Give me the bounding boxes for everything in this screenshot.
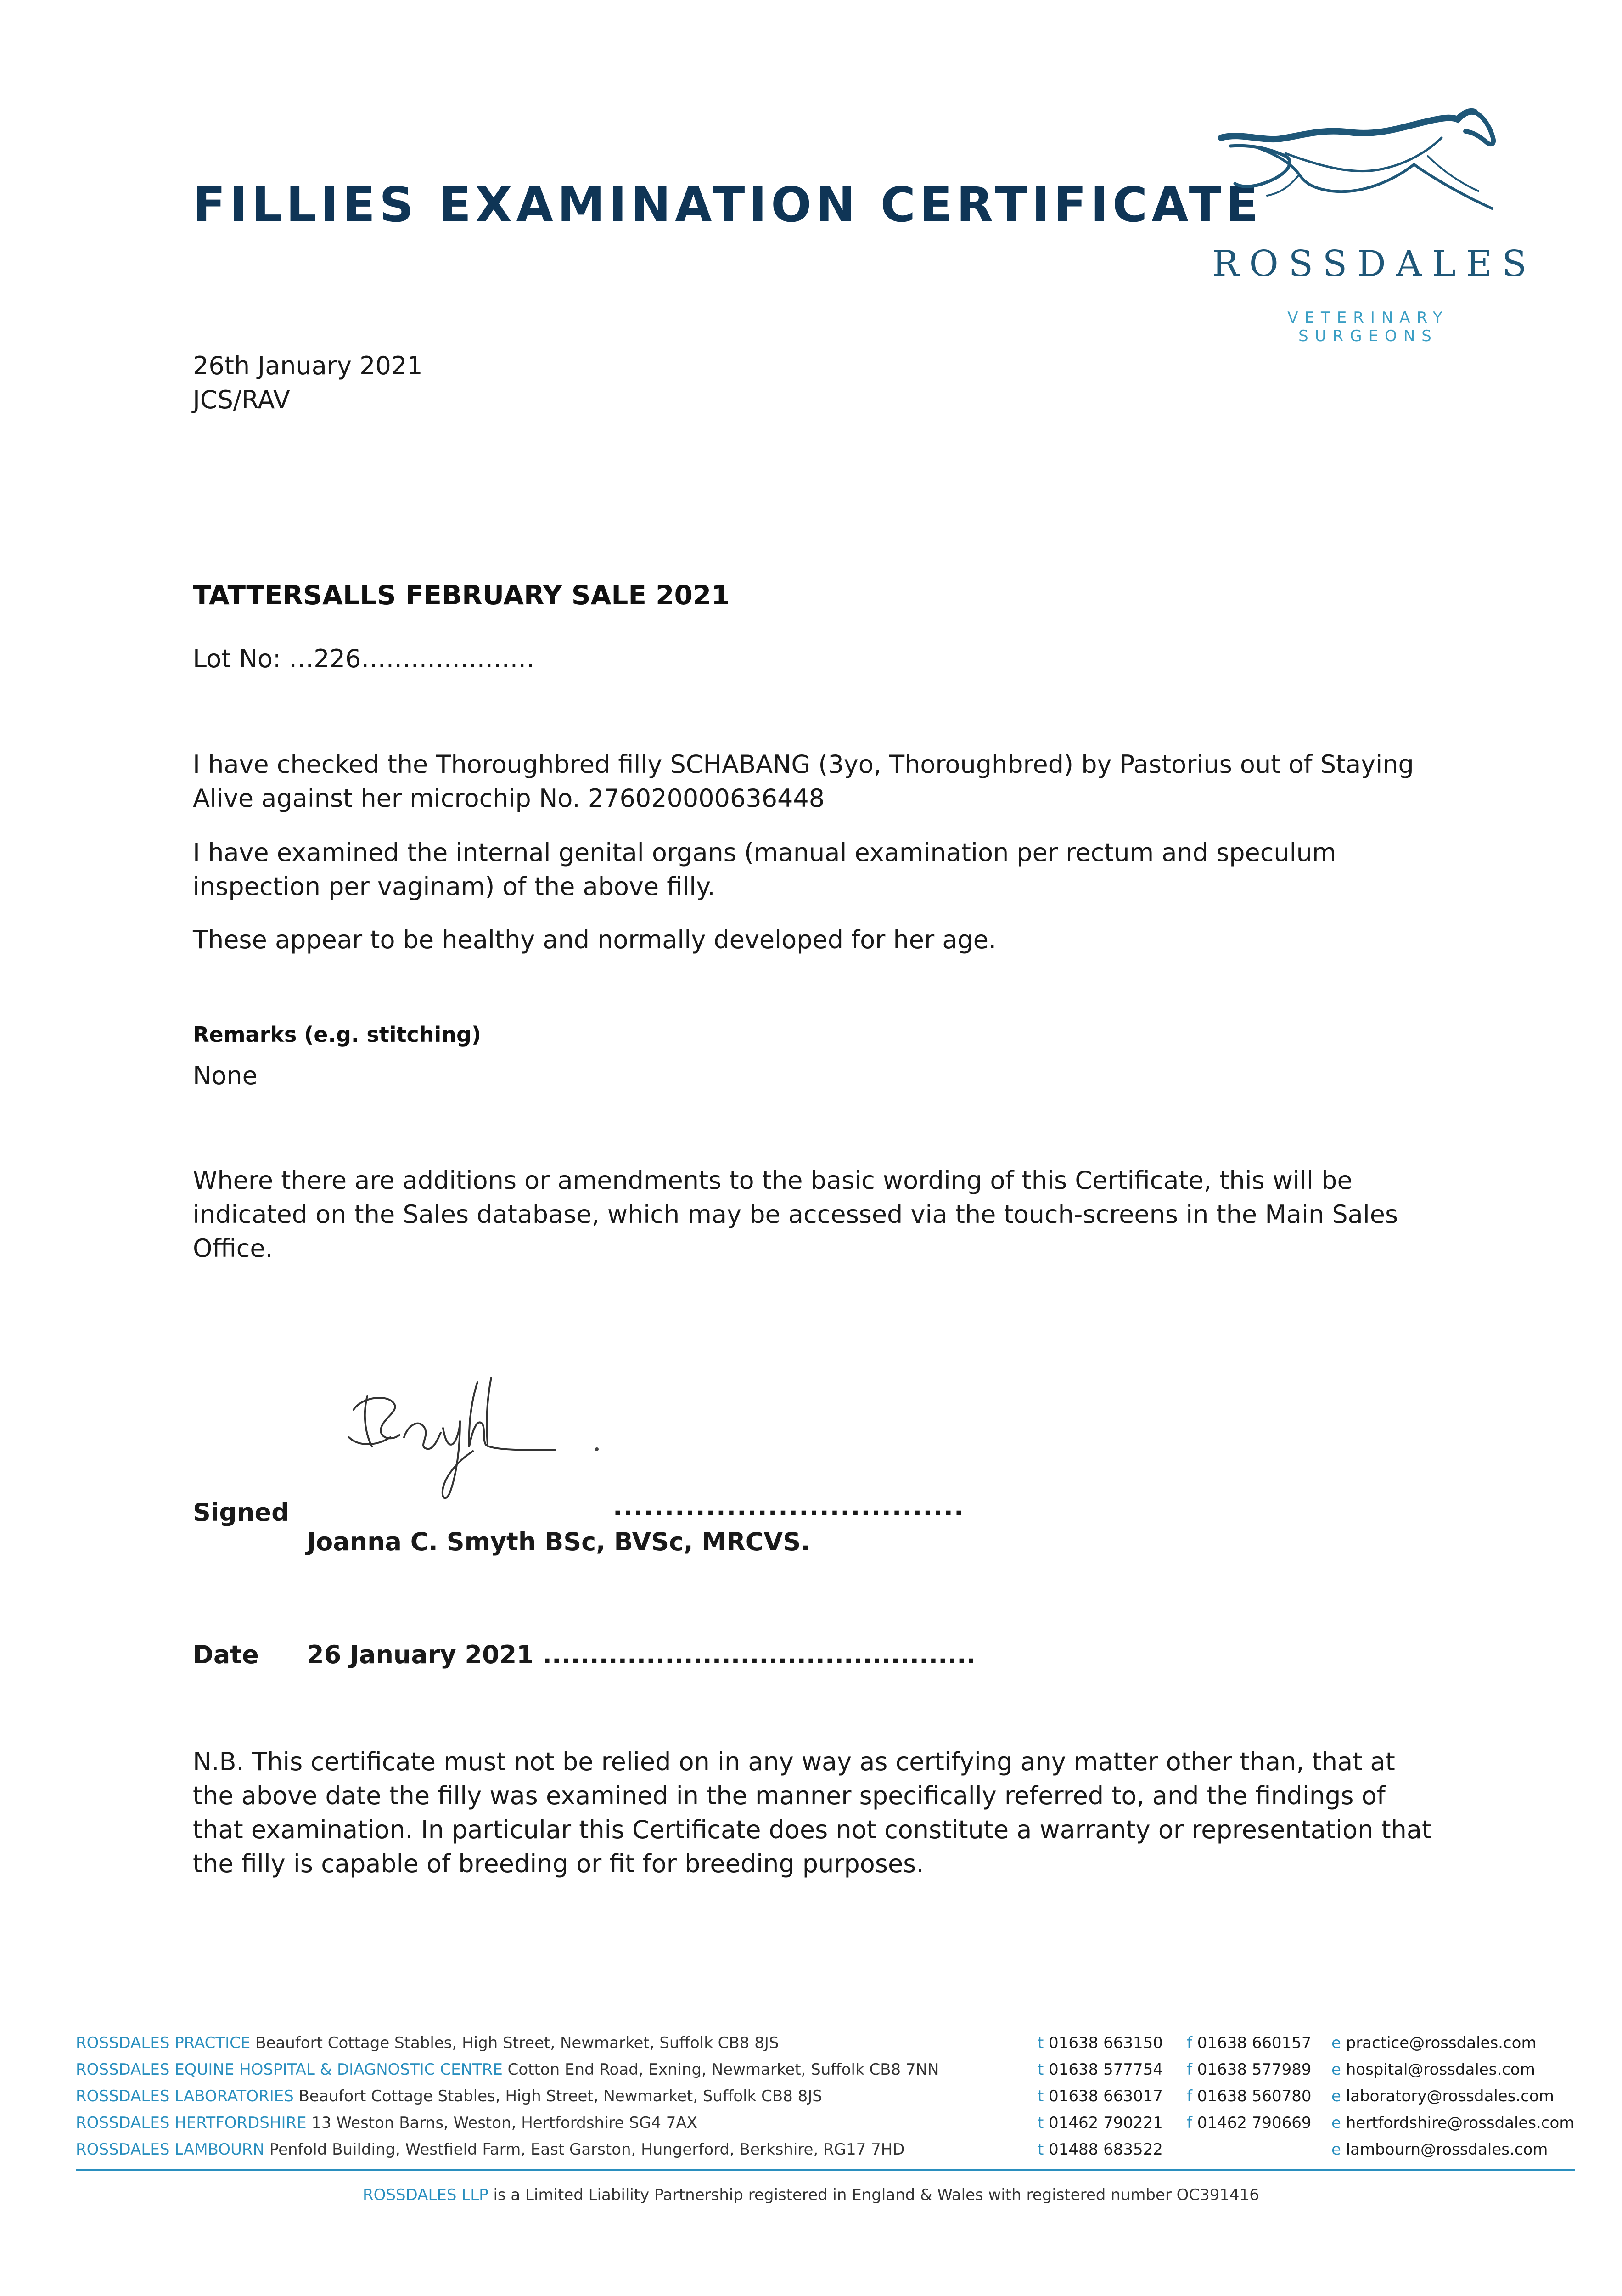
footer-email: lambourn@rossdales.com [1346, 2140, 1548, 2159]
tel-prefix: t [1038, 2087, 1044, 2105]
tel-prefix: t [1038, 2060, 1044, 2079]
fax-prefix: f [1187, 2060, 1192, 2079]
tel-prefix: t [1038, 2034, 1044, 2052]
signature-image [340, 1368, 615, 1525]
footer-tel: 01638 663150 [1049, 2034, 1163, 2052]
footer-address: Penfold Building, Westfield Farm, East Garston, Hungerford, Berkshire, RG17 7HD [269, 2140, 905, 2159]
fax-prefix: f [1187, 2114, 1192, 2132]
footer-address: Beaufort Cottage Stables, High Street, Newmarket, Suffolk CB8 8JS [255, 2034, 779, 2052]
footer-row [76, 2056, 1572, 2083]
footer-address: 13 Weston Barns, Weston, Hertfordshire SG4 7AX [311, 2114, 697, 2132]
footer-tel: 01638 663017 [1049, 2087, 1163, 2105]
disclaimer-paragraph: N.B. This certificate must not be relied on in any way as certifying any matter other than, that at the above date the filly was examined in the manner specifically referred to, and the findings of that examination. In particular this Certificate does not constitute a warranty or representation that the filly is capable of breeding or fit for breeding purposes. [193, 1747, 1432, 1878]
fax-prefix: f [1187, 2087, 1192, 2105]
logo-wordmark: ROSSDALES [1212, 243, 1537, 285]
sale-heading: TATTERSALLS FEBRUARY SALE 2021 [193, 580, 730, 611]
fax-prefix: f [1187, 2034, 1192, 2052]
footer-fax: 01638 560780 [1197, 2087, 1312, 2105]
identification-paragraph: I have checked the Thoroughbred filly SCHABANG (3yo, Thoroughbred) by Pastorius out of Staying Alive against her microchip No. 276020000636448 [193, 750, 1414, 813]
remarks-label: Remarks (e.g. stitching) [193, 1022, 481, 1047]
footer-fax: 01638 660157 [1197, 2034, 1312, 2052]
examination-paragraph: I have examined the internal genital organs (manual examination per rectum and speculum inspection per vaginam) of the above filly. [193, 838, 1336, 901]
date-label: Date [193, 1640, 259, 1669]
signed-label: Signed [193, 1498, 289, 1527]
footer-email: practice@rossdales.com [1346, 2034, 1537, 2052]
footer-org-name: ROSSDALES HERTFORDSHIRE [76, 2114, 307, 2132]
signature-line: .................................. [613, 1492, 965, 1521]
reference-block [193, 349, 423, 417]
footer-contacts [76, 2030, 1575, 2163]
email-prefix: e [1331, 2087, 1341, 2105]
email-prefix: e [1331, 2034, 1341, 2052]
issue-date: 26th January 2021 [193, 351, 423, 380]
reference-code: JCS/RAV [193, 385, 290, 414]
footer-fax: 01462 790669 [1197, 2114, 1312, 2132]
llp-registration: is a Limited Liability Partnership registered in England & Wales with registered number OC391416 [488, 2186, 1259, 2204]
amendments-paragraph: Where there are additions or amendments to the basic wording of this Certificate, this will be indicated on the Sales database, which may be accessed via the touch-screens in the Main Sales Office. [193, 1166, 1398, 1263]
email-prefix: e [1331, 2060, 1341, 2079]
footer-address: Beaufort Cottage Stables, High Street, Newmarket, Suffolk CB8 8JS [298, 2087, 822, 2105]
footer-address: Cotton End Road, Exning, Newmarket, Suffolk CB8 7NN [507, 2060, 939, 2079]
footer-email: hospital@rossdales.com [1346, 2060, 1535, 2079]
footer-fax: 01638 577989 [1197, 2060, 1312, 2079]
footer-org-name: ROSSDALES LAMBOURN [76, 2140, 264, 2159]
certificate-title: FILLIES EXAMINATION CERTIFICATE [193, 177, 1263, 233]
footer-org-name: ROSSDALES EQUINE HOSPITAL & DIAGNOSTIC CENTRE [76, 2060, 503, 2079]
signed-date: 26 January 2021 .............................................. [307, 1640, 976, 1669]
footer-org-name: ROSSDALES PRACTICE [76, 2034, 251, 2052]
footer-org-name: ROSSDALES LABORATORIES [76, 2087, 294, 2105]
footer-row [76, 2083, 1572, 2110]
footer-email: laboratory@rossdales.com [1346, 2087, 1554, 2105]
findings-paragraph: These appear to be healthy and normally developed for her age. [193, 925, 997, 954]
tel-prefix: t [1038, 2114, 1044, 2132]
footer-tel: 01638 577754 [1049, 2060, 1163, 2079]
footer-tel: 01462 790221 [1049, 2114, 1163, 2132]
email-prefix: e [1331, 2140, 1341, 2159]
email-prefix: e [1331, 2114, 1341, 2132]
footer-email: hertfordshire@rossdales.com [1346, 2114, 1575, 2132]
lot-number: Lot No: …226………………… [193, 644, 535, 673]
logo-subtitle: VETERINARY SURGEONS [1287, 309, 1449, 345]
llp-notice [0, 2186, 1622, 2204]
tel-prefix: t [1038, 2140, 1044, 2159]
footer-row [76, 2136, 1572, 2163]
footer-row [76, 2110, 1575, 2136]
footer-divider [76, 2169, 1575, 2171]
footer-row [76, 2030, 1572, 2056]
llp-name: ROSSDALES LLP [363, 2186, 488, 2204]
remarks-value: None [193, 1061, 258, 1090]
signer-name: Joanna C. Smyth BSc, BVSc, MRCVS. [307, 1527, 810, 1556]
footer-tel: 01488 683522 [1049, 2140, 1163, 2159]
